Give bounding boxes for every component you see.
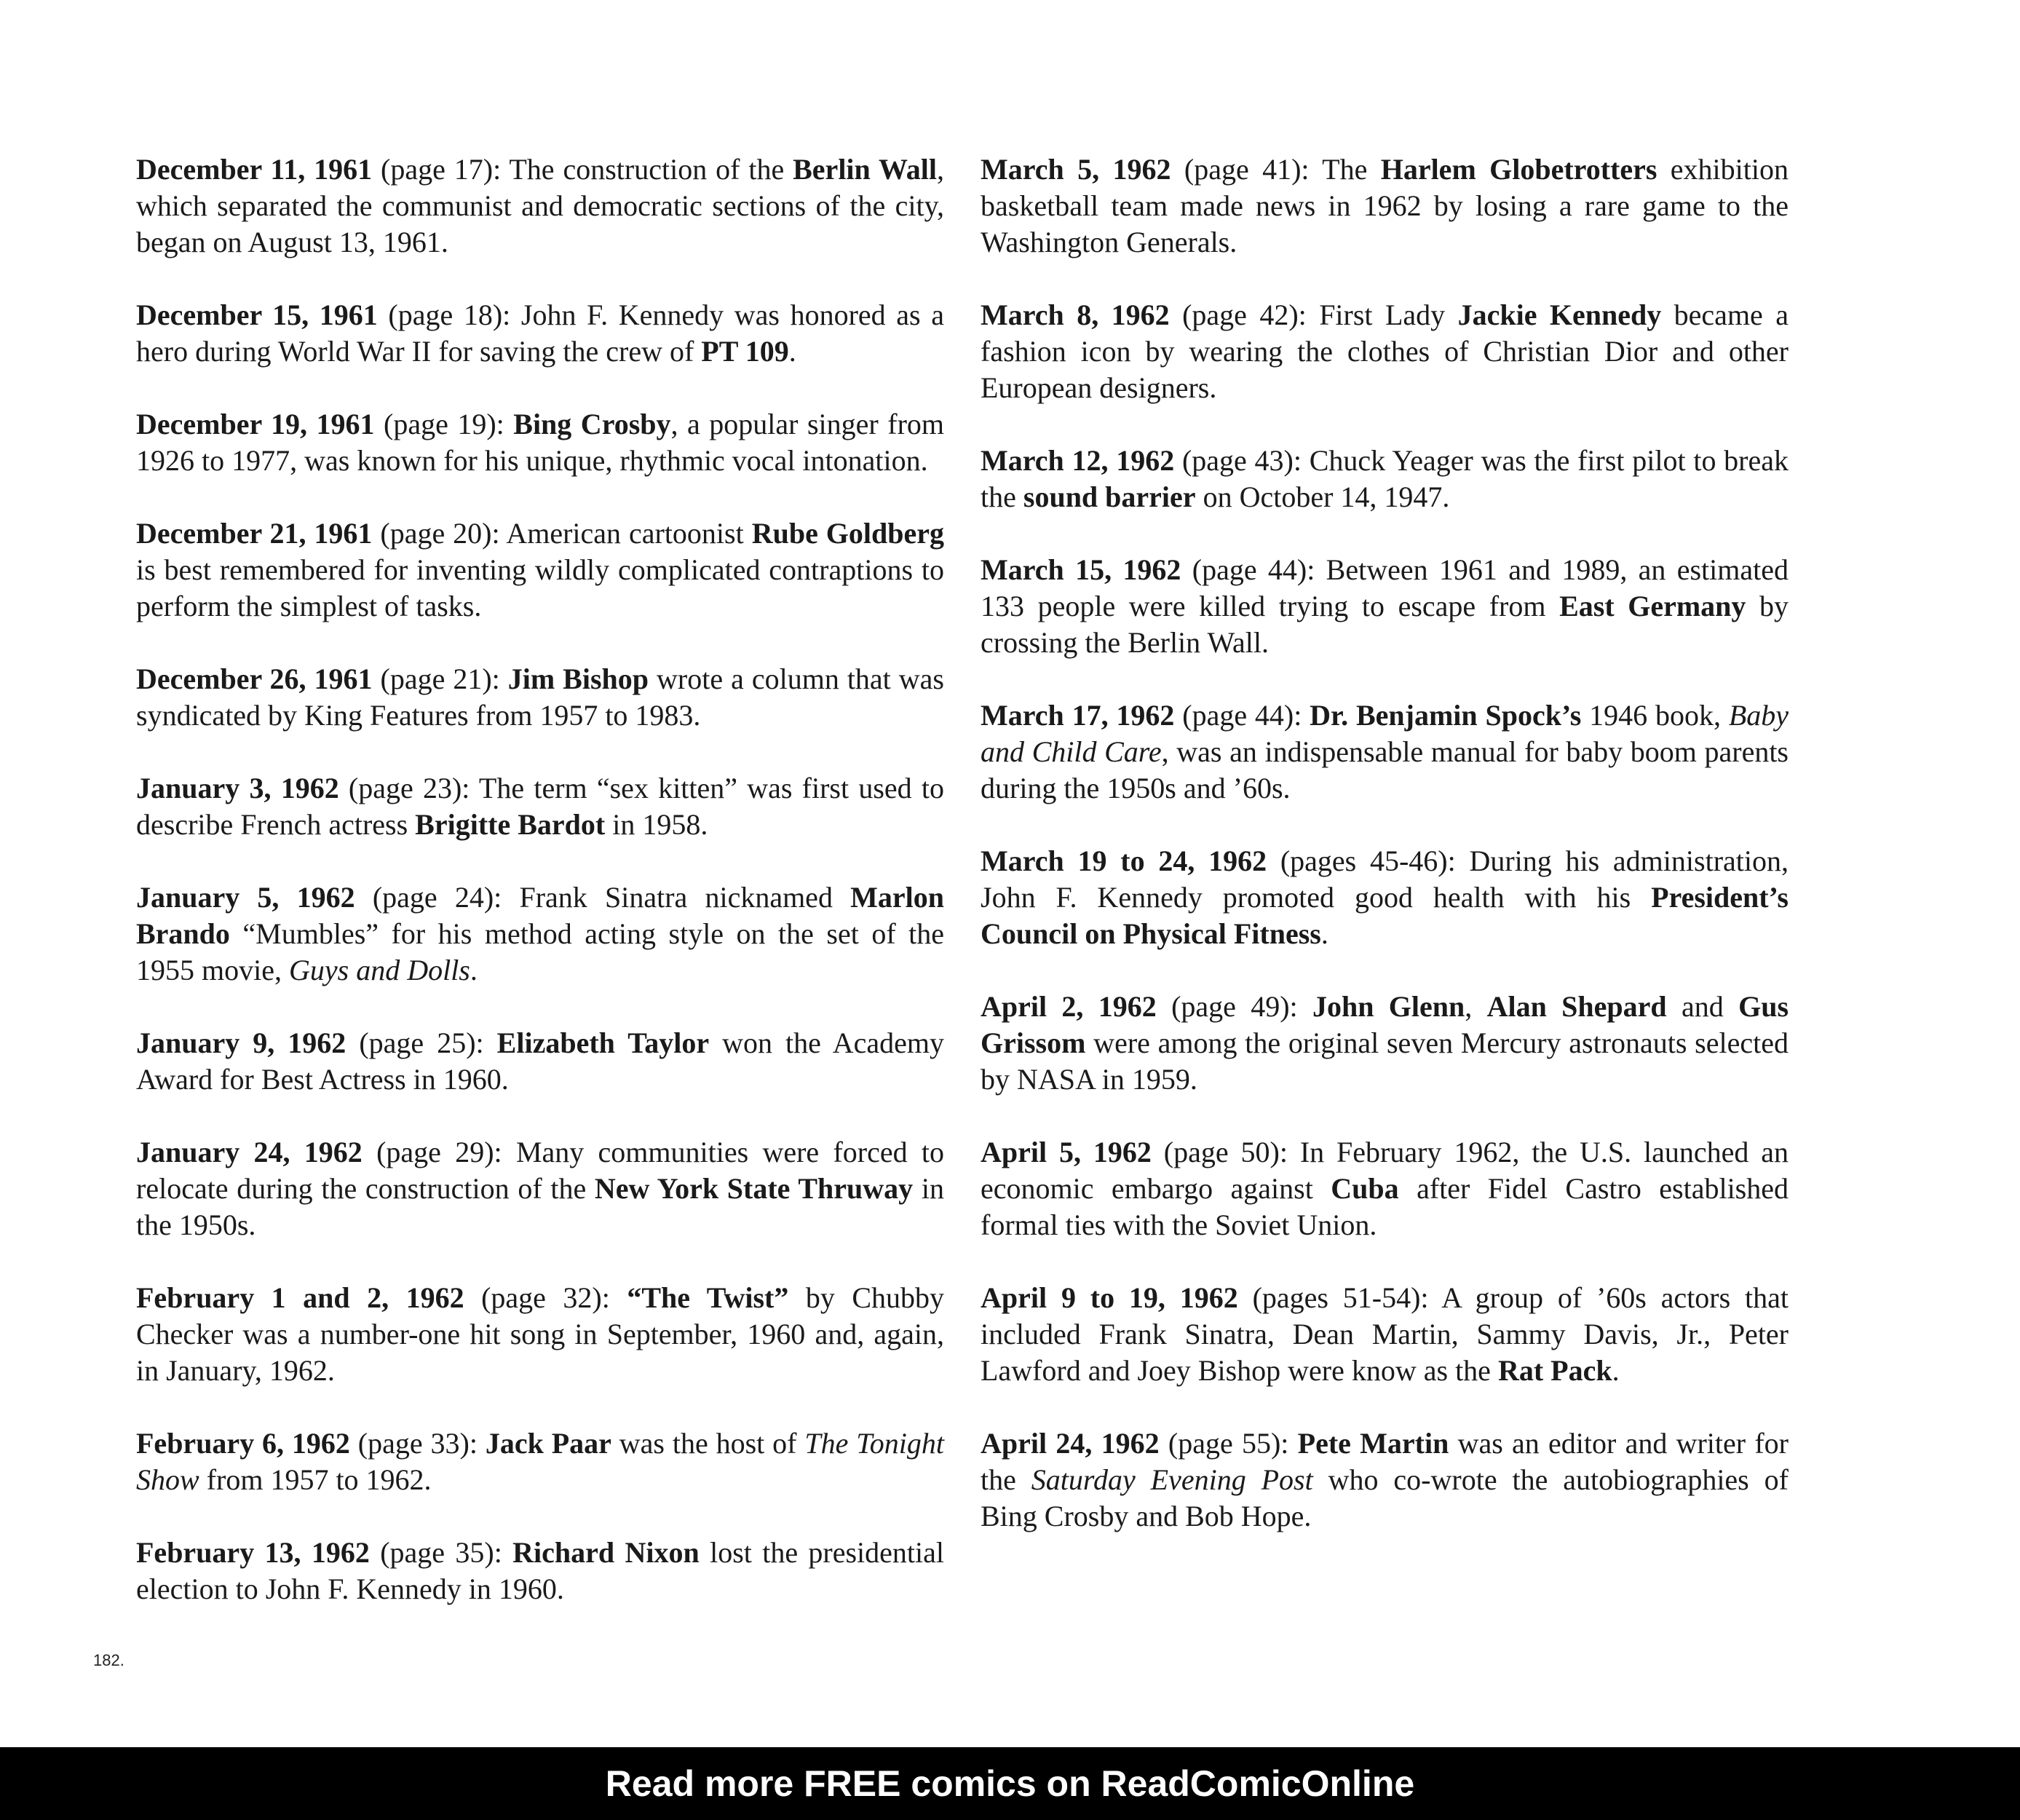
- entry-text: “Mumbles” for his method acting style on the set of the 1955 movie,: [136, 917, 944, 986]
- entry-text: First Lady: [1319, 298, 1458, 331]
- entry-paragraph: [981, 989, 1789, 1098]
- entry-text: is best remembered for inventing wildly complicated contraptions to perform the simplest of tasks.: [136, 553, 944, 622]
- entry-text: The term “sex kitten” was first used to describe French actress: [136, 772, 944, 841]
- entry-paragraph: [981, 1280, 1789, 1389]
- entry-date: February 1 and 2, 1962: [136, 1281, 464, 1314]
- entry-paragraph: [981, 552, 1789, 661]
- entry-paragraph: [981, 843, 1789, 952]
- entry-keyword: Elizabeth Taylor: [496, 1026, 710, 1059]
- entry-title-italic: The Tonight Show: [136, 1427, 945, 1496]
- entry-date: January 9, 1962: [136, 1026, 346, 1059]
- entry-page-ref: (page 42):: [1169, 298, 1320, 331]
- entry-paragraph: [136, 1425, 944, 1498]
- entry-date: February 13, 1962: [136, 1536, 370, 1569]
- entry-date: March 12, 1962: [981, 444, 1175, 477]
- promo-banner-link[interactable]: Read more FREE comics on ReadComicOnline: [605, 1763, 1415, 1804]
- entry-text: wrote a column that was syndicated by King Features from 1957 to 1983.: [136, 662, 944, 732]
- entry-text: .: [788, 335, 796, 368]
- entry-page-ref: (page 25):: [346, 1026, 497, 1059]
- entry-page-ref: (pages 51-54):: [1237, 1281, 1442, 1314]
- entry-keyword: Richard Nixon: [512, 1536, 700, 1569]
- entry-keyword: Harlem Globetrotters: [1380, 153, 1657, 186]
- entry-paragraph: [136, 406, 944, 479]
- entry-keyword: Jackie Kennedy: [1457, 298, 1662, 331]
- entry-keyword: Pete Martin: [1297, 1427, 1449, 1460]
- entry-keyword: Marlon Brando: [136, 881, 944, 950]
- entry-text: Frank Sinatra nicknamed: [519, 881, 851, 914]
- entry-date: December 11, 1961: [136, 153, 373, 186]
- entry-text: A group of ’60s actors that included Frank Sinatra, Dean Martin, Sammy Davis, Jr., Peter Lawford and Joey Bishop were know as the: [981, 1281, 1789, 1387]
- entry-text: in 1958.: [605, 808, 708, 841]
- entry-text: During his administration, John F. Kennedy promoted good health with his: [981, 844, 1789, 914]
- entry-date: March 19 to 24, 1962: [981, 844, 1267, 877]
- entry-date: April 5, 1962: [981, 1136, 1152, 1168]
- entry-text: ,: [1465, 990, 1487, 1023]
- entry-keyword: President’s Council on Physical Fitness: [981, 881, 1789, 950]
- entry-date: January 5, 1962: [136, 881, 355, 914]
- entry-text: by Chubby Checker was a number-one hit song in September, 1960 and, again, in January, 1962.: [136, 1281, 944, 1387]
- left-column: [136, 151, 944, 1644]
- entry-paragraph: [981, 297, 1789, 406]
- entry-date: December 21, 1961: [136, 517, 373, 550]
- entry-page-ref: (page 49):: [1156, 990, 1312, 1023]
- entry-keyword: Rube Goldberg: [751, 517, 945, 550]
- entry-keyword: Alan Shepard: [1486, 990, 1667, 1023]
- entry-date: December 15, 1961: [136, 298, 378, 331]
- entry-text: won the Academy Award for Best Actress in 1960.: [136, 1026, 944, 1096]
- entry-keyword: John Glenn: [1312, 990, 1465, 1023]
- entry-text: lost the presidential election to John F. Kennedy in 1960.: [136, 1536, 945, 1605]
- entry-text: The: [1322, 153, 1381, 186]
- entry-page-ref: (page 32):: [464, 1281, 627, 1314]
- entry-page-ref: (page 50):: [1151, 1136, 1300, 1168]
- entry-text: .: [1612, 1354, 1620, 1387]
- entry-page-ref: (page 55):: [1159, 1427, 1298, 1460]
- entry-keyword: Brigitte Bardot: [415, 808, 606, 841]
- entry-text: , a popular singer from 1926 to 1977, was known for his unique, rhythmic vocal intonation.: [136, 408, 944, 477]
- page-number: 182.: [93, 1651, 124, 1669]
- entry-keyword: New York State Thruway: [594, 1172, 914, 1205]
- entry-text: from 1957 to 1962.: [199, 1463, 432, 1496]
- entry-page-ref: (page 41):: [1171, 153, 1323, 186]
- entry-date: April 9 to 19, 1962: [981, 1281, 1238, 1314]
- entry-paragraph: [981, 1134, 1789, 1243]
- entry-text: , which separated the communist and democratic sections of the city, began on August 13, 1961.: [136, 153, 944, 258]
- entry-text: who co-wrote the autobiographies of Bing Crosby and Bob Hope.: [981, 1463, 1789, 1532]
- entry-text: was an editor and writer for the: [981, 1427, 1789, 1496]
- entry-keyword: Bing Crosby: [513, 408, 671, 440]
- entry-keyword: Dr. Benjamin Spock’s: [1310, 699, 1582, 732]
- entry-text: in the 1950s.: [136, 1172, 944, 1241]
- entry-keyword: Jack Paar: [485, 1427, 611, 1460]
- entry-text: became a fashion icon by wearing the clothes of Christian Dior and other European designers.: [981, 298, 1789, 404]
- entry-page-ref: (page 44):: [1174, 699, 1310, 732]
- entry-title-italic: Baby and Child Care: [981, 699, 1789, 768]
- entry-page-ref: (page 24):: [355, 881, 520, 914]
- entry-text: , was an indispensable manual for baby boom parents during the 1950s and ’60s.: [981, 735, 1789, 804]
- entry-date: April 2, 1962: [981, 990, 1157, 1023]
- entry-paragraph: [136, 1280, 944, 1389]
- entry-keyword: sound barrier: [1023, 480, 1196, 513]
- entry-keyword: Berlin Wall: [793, 153, 937, 186]
- entry-keyword: “The Twist”: [627, 1281, 789, 1314]
- entry-date: January 3, 1962: [136, 772, 339, 804]
- entry-page-ref: (page 21):: [372, 662, 508, 695]
- entry-date: January 24, 1962: [136, 1136, 363, 1168]
- entry-paragraph: [136, 1025, 944, 1098]
- entry-page-ref: (page 33):: [349, 1427, 486, 1460]
- entry-text: American cartoonist: [506, 517, 752, 550]
- entry-date: March 17, 1962: [981, 699, 1175, 732]
- entry-keyword: Jim Bishop: [507, 662, 649, 695]
- entry-paragraph: [136, 515, 944, 625]
- promo-banner: [0, 1747, 2020, 1820]
- entry-text: was the host of: [611, 1427, 805, 1460]
- entry-title-italic: Saturday Evening Post: [1031, 1463, 1313, 1496]
- entry-page-ref: (page 17):: [372, 153, 510, 186]
- entry-text: John F. Kennedy was honored as a hero during World War II for saving the crew of: [136, 298, 944, 368]
- entry-text: by crossing the Berlin Wall.: [981, 590, 1789, 659]
- entry-paragraph: [981, 443, 1789, 515]
- entry-paragraph: [136, 1134, 944, 1243]
- entry-text: after Fidel Castro established formal ties with the Soviet Union.: [981, 1172, 1789, 1241]
- entry-paragraph: [136, 1535, 944, 1607]
- entry-date: December 19, 1961: [136, 408, 375, 440]
- entry-text: 1946 book,: [1581, 699, 1729, 732]
- entry-text: Many communities were forced to relocate during the construction of the: [136, 1136, 945, 1205]
- entry-text: .: [1320, 917, 1328, 950]
- entry-paragraph: [136, 151, 944, 261]
- entry-page-ref: (page 43):: [1174, 444, 1310, 477]
- entry-date: March 8, 1962: [981, 298, 1170, 331]
- entry-page-ref: (page 29):: [362, 1136, 516, 1168]
- entry-text: Between 1961 and 1989, an estimated 133 people were killed trying to escape from: [981, 553, 1789, 622]
- entry-text: on October 14, 1947.: [1195, 480, 1450, 513]
- entry-date: March 5, 1962: [981, 153, 1171, 186]
- entry-keyword: PT 109: [701, 335, 789, 368]
- entry-date: April 24, 1962: [981, 1427, 1160, 1460]
- entry-page-ref: (page 35):: [369, 1536, 513, 1569]
- entry-keyword: Gus Grissom: [981, 990, 1789, 1059]
- entry-page-ref: (page 23):: [338, 772, 479, 804]
- entry-text: and: [1666, 990, 1739, 1023]
- entry-text: were among the original seven Mercury astronauts selected by NASA in 1959.: [981, 1026, 1789, 1096]
- entry-date: December 26, 1961: [136, 662, 373, 695]
- entry-page-ref: (page 44):: [1181, 553, 1326, 586]
- entry-keyword: Rat Pack: [1497, 1354, 1612, 1387]
- entry-date: February 6, 1962: [136, 1427, 350, 1460]
- entry-paragraph: [136, 297, 944, 370]
- entry-paragraph: [981, 1425, 1789, 1535]
- entry-date: March 15, 1962: [981, 553, 1181, 586]
- entry-paragraph: [981, 151, 1789, 261]
- entry-title-italic: Guys and Dolls: [288, 954, 470, 986]
- entry-keyword: Cuba: [1331, 1172, 1399, 1205]
- entry-page-ref: (pages 45-46):: [1267, 844, 1470, 877]
- entry-page-ref: (page 19):: [374, 408, 514, 440]
- entry-text: .: [470, 954, 478, 986]
- entry-text: Chuck Yeager was the first pilot to break the: [981, 444, 1789, 513]
- right-column: [981, 151, 1789, 1571]
- entry-text: exhibition basketball team made news in 1962 by losing a rare game to the Washington Generals.: [981, 153, 1789, 258]
- entry-paragraph: [981, 697, 1789, 807]
- entry-page-ref: (page 20):: [372, 517, 507, 550]
- entry-page-ref: (page 18):: [377, 298, 521, 331]
- entry-paragraph: [136, 879, 944, 989]
- entry-text: In February 1962, the U.S. launched an economic embargo against: [981, 1136, 1789, 1205]
- entry-keyword: East Germany: [1559, 590, 1746, 622]
- entry-paragraph: [136, 661, 944, 734]
- entry-text: The construction of the: [509, 153, 793, 186]
- entry-paragraph: [136, 770, 944, 843]
